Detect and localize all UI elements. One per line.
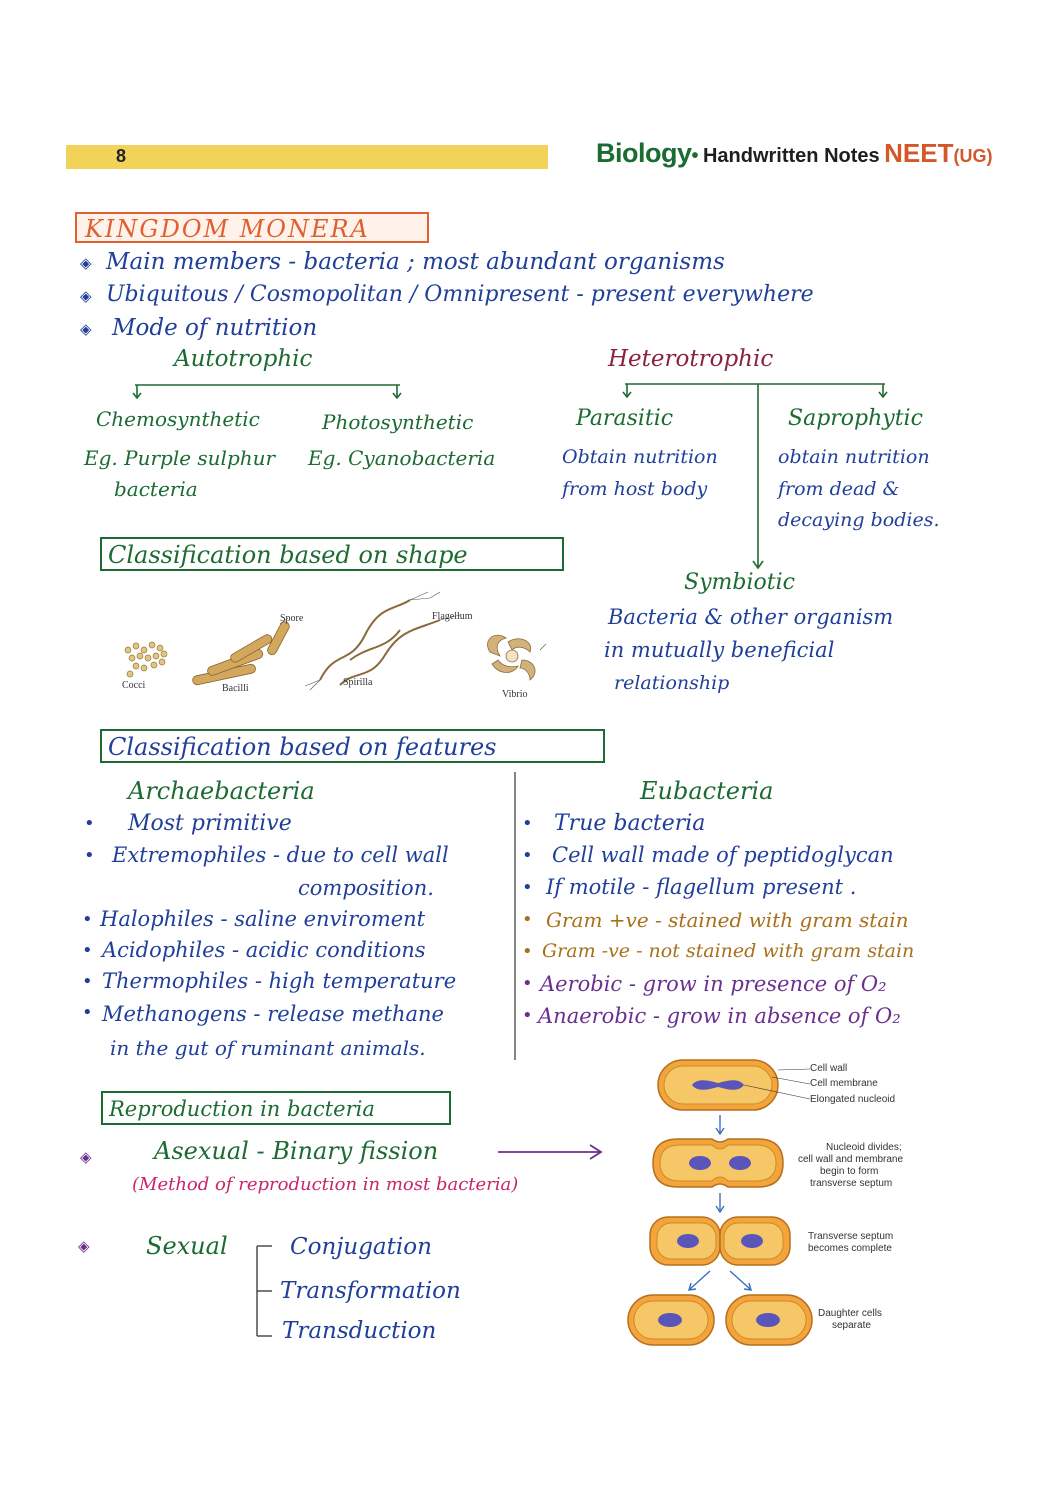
saprophytic-label: Saprophytic: [788, 406, 923, 431]
fission-stage-4: [628, 1295, 812, 1345]
symbiotic-line-1: Bacteria & other organism: [608, 605, 894, 629]
cell-membrane-label: Cell membrane: [810, 1078, 878, 1089]
eubacteria-item: If motile - flagellum present .: [546, 875, 857, 899]
eubacteria-item: Gram -ve - not stained with gram stain: [542, 940, 915, 962]
list-bullet: •: [522, 941, 533, 962]
parasitic-line-2: from host body: [562, 478, 708, 500]
features-heading: Classification based on features: [100, 729, 605, 763]
photosynthetic-example: Eg. Cyanobacteria: [308, 446, 496, 470]
vibrio-label: Vibrio: [502, 689, 528, 700]
fission-stage-3: [650, 1217, 790, 1265]
list-bullet: •: [82, 940, 93, 961]
saprophytic-line-1: obtain nutrition: [778, 446, 930, 468]
list-bullet: •: [82, 1002, 93, 1023]
autotrophic-label: Autotrophic: [174, 346, 313, 372]
list-bullet: •: [522, 1005, 533, 1026]
archaebacteria-item: Methanogens - release methane: [102, 1002, 444, 1026]
kingdom-point-2: Ubiquitous / Cosmopolitan / Omnipresent - present everywhere: [106, 282, 814, 307]
septum-complete-label: Transverse septum: [808, 1231, 894, 1242]
asexual-note: (Method of reproduction in most bacteria): [132, 1174, 519, 1195]
list-bullet: •: [522, 845, 533, 866]
eubacteria-item: Gram +ve - stained with gram stain: [546, 908, 909, 932]
nucleoid-divides-label: begin to form: [820, 1166, 879, 1177]
sexual-type: Conjugation: [290, 1234, 432, 1260]
list-bullet: •: [84, 845, 95, 866]
list-bullet: •: [522, 909, 533, 930]
sexual-type: Transduction: [282, 1318, 437, 1344]
spore-label: Spore: [280, 613, 304, 624]
spirilla-label: Spirilla: [343, 677, 373, 688]
page-number: 8: [116, 146, 127, 166]
archaebacteria-item: Extremophiles - due to cell wall: [112, 843, 449, 867]
header-subject: Biology: [596, 138, 692, 168]
archaebacteria-item: Most primitive: [128, 811, 292, 836]
list-bullet: •: [84, 813, 95, 834]
archaebacteria-continuation: in the gut of ruminant animals.: [110, 1036, 426, 1060]
archaebacteria-item: Acidophiles - acidic conditions: [102, 938, 426, 962]
daughter-cells-label: separate: [832, 1320, 871, 1331]
cocci-label: Cocci: [122, 680, 146, 691]
shape-heading: Classification based on shape: [100, 537, 564, 571]
parasitic-line-1: Obtain nutrition: [562, 446, 718, 468]
list-bullet: •: [522, 877, 533, 898]
fission-stage-2: [653, 1139, 783, 1187]
list-bullet: •: [82, 909, 93, 930]
bacteria-shapes-illustration: [110, 590, 560, 700]
header-notes: Handwritten Notes: [702, 145, 880, 167]
reproduction-heading: Reproduction in bacteria: [101, 1091, 451, 1125]
archaebacteria-item: Thermophiles - high temperature: [102, 969, 457, 993]
daughter-cells-label: Daughter cells: [818, 1308, 882, 1319]
archaebacteria-title: Archaebacteria: [128, 777, 315, 805]
diamond-bullet: ◈: [80, 1148, 92, 1166]
heterotrophic-label: Heterotrophic: [608, 346, 774, 372]
archaebacteria-continuation: composition.: [298, 876, 434, 900]
header-exam-suffix: (UG): [953, 146, 993, 166]
vibrio-icon: [488, 635, 536, 680]
chemosynthetic-label: Chemosynthetic: [96, 407, 260, 431]
nucleoid-divides-label: cell wall and membrane: [798, 1154, 904, 1165]
diamond-bullet: ◈: [78, 1237, 90, 1255]
eubacteria-item: Aerobic - grow in presence of O₂: [540, 972, 887, 996]
saprophytic-line-3: decaying bodies.: [778, 509, 940, 531]
symbiotic-line-3: relationship: [614, 672, 730, 694]
diamond-bullet: ◈: [80, 287, 92, 305]
sexual-label: Sexual: [146, 1232, 228, 1260]
flagellum-label: Flagellum: [432, 611, 473, 622]
parasitic-label: Parasitic: [576, 406, 674, 431]
chemosynthetic-example: Eg. Purple sulphur: [84, 446, 276, 470]
header-separator: •: [691, 145, 699, 167]
fission-stage-1: [658, 1060, 778, 1110]
header-exam: NEET: [884, 138, 954, 168]
list-bullet: •: [522, 973, 533, 994]
eubacteria-item: Anaerobic - grow in absence of O₂: [538, 1004, 901, 1028]
binary-fission-diagram: [620, 1055, 820, 1355]
septum-complete-label: becomes complete: [808, 1243, 892, 1254]
elongated-nucleoid-label: Elongated nucleoid: [810, 1094, 896, 1105]
kingdom-heading: KINGDOM MONERA: [75, 212, 429, 243]
chemosynthetic-example-cont: bacteria: [114, 477, 198, 501]
eubacteria-item: True bacteria: [554, 811, 706, 836]
photosynthetic-label: Photosynthetic: [322, 410, 474, 434]
kingdom-point-1: Main members - bacteria ; most abundant organisms: [106, 249, 725, 275]
symbiotic-label: Symbiotic: [684, 570, 795, 595]
archaebacteria-item: Halophiles - saline enviroment: [100, 907, 426, 931]
bacilli-label: Bacilli: [222, 683, 249, 694]
eubacteria-item: Cell wall made of peptidoglycan: [552, 843, 894, 867]
nucleoid-divides-label: Nucleoid divides;: [826, 1142, 902, 1153]
cell-wall-label: Cell wall: [810, 1063, 848, 1074]
sexual-type: Transformation: [280, 1278, 461, 1304]
list-bullet: •: [82, 971, 93, 992]
asexual-label: Asexual - Binary fission: [154, 1137, 439, 1165]
symbiotic-line-2: in mutually beneficial: [604, 638, 835, 662]
spirilla-icon: [320, 600, 440, 685]
bacilli-icon: [192, 620, 291, 685]
saprophytic-line-2: from dead &: [778, 478, 900, 500]
diamond-bullet: ◈: [80, 254, 92, 272]
list-bullet: •: [522, 813, 533, 834]
diamond-bullet: ◈: [80, 320, 92, 338]
cocci-icon: [125, 642, 167, 677]
eubacteria-title: Eubacteria: [640, 777, 774, 805]
kingdom-point-3: Mode of nutrition: [112, 315, 318, 341]
nucleoid-divides-label: transverse septum: [810, 1178, 893, 1189]
